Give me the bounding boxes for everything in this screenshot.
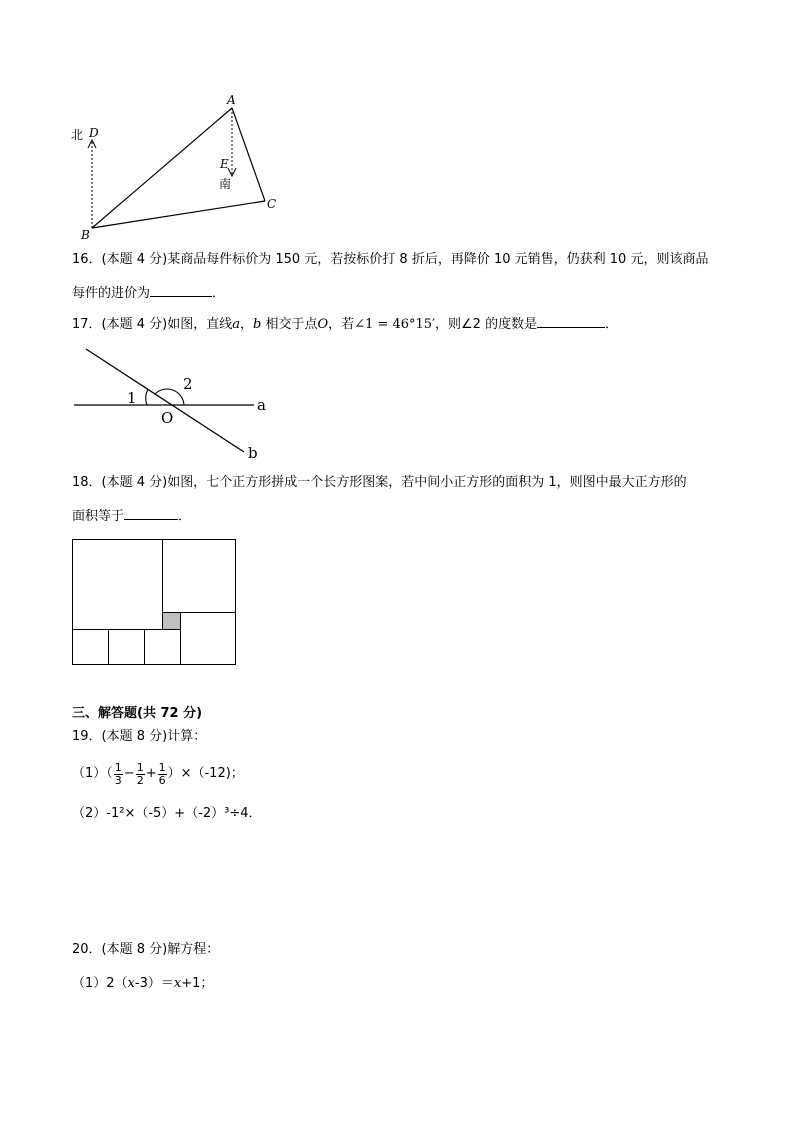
question-16 [72,252,708,268]
question-19-header: 19．(本题 8 分)计算： [72,729,207,744]
fraction-one-sixth [158,762,167,787]
question-17-period: ． [605,317,619,332]
question-17-text-if: ，若 [328,317,355,332]
question-16-text2: 每件的进价为 [72,286,151,301]
line-b [86,349,244,452]
label-point-o: O [161,409,174,427]
square-bottom-1 [73,630,109,665]
question-16-text: (本题 4 分)某商品每件标价为 150 元，若按标价打 8 折后，再降价 10 元销售，仍获利 10 元，则该商品 [101,252,709,267]
question-20-part1-pre: （1）2（ [72,976,128,991]
var-x-2: x [173,976,182,991]
label-line-a: a [257,396,266,414]
fraction-3-num: 1 [158,760,166,774]
var-b: b [253,317,262,332]
label-angle-2: 2 [183,375,193,393]
label-north: 北 [71,128,84,142]
segment-ac [232,108,265,201]
question-16-number: 16． [72,252,102,267]
var-x: x [127,976,135,991]
fraction-2-num: 1 [136,760,144,774]
square-bottom-2 [109,630,145,665]
question-17-number: 17． [72,317,102,332]
fraction-one-third [114,762,123,787]
op-plus: + [145,766,157,781]
question-20-part1 [72,976,213,992]
angle-1-arc [146,389,148,405]
label-point-c: C [267,197,277,211]
section-title: 三、解答题(共 72 分) [72,706,203,721]
fraction-2-den: 2 [136,773,144,787]
square-small-shaded [163,613,181,630]
question-17 [72,315,618,333]
question-19-part1 [72,757,244,791]
var-a: a [232,317,240,332]
label-point-e: E [220,157,229,171]
square-top-right [163,540,236,613]
outer-rectangle [73,540,236,665]
question-16-line2 [72,284,225,302]
fraction-1-num: 1 [114,760,122,774]
fraction-1-den: 3 [114,773,122,787]
question-16-answer-blank[interactable] [150,284,212,297]
question-18-text: (本题 4 分)如图，七个正方形拼成一个长方形图案，若中间小正方形的面积为 1，则图中最大正方形的 [101,475,687,490]
label-line-b: b [248,444,258,462]
label-angle-1: 1 [127,389,137,407]
question-17-answer-blank[interactable] [537,315,605,328]
question-18-line2 [72,507,191,525]
op-minus: − [123,766,135,781]
question-17-sep: ， [240,317,254,332]
question-18 [72,475,687,491]
question-16-period: ． [212,286,226,301]
label-point-b: B [81,228,90,242]
question-18-text2: 面积等于 [72,509,125,524]
question-18-period: ． [178,509,192,524]
label-point-d: D [89,126,99,140]
question-17-text-post: ，则∠2 的度数是 [435,317,538,332]
point-o: O [317,317,329,332]
question-19-part1-tail: ）×（-12)； [167,766,244,781]
question-17-text-pre: (本题 4 分)如图，直线 [101,317,233,332]
square-large-left [73,540,163,630]
square-bottom-3 [145,630,181,665]
angle-expression: ∠1 = 46°15′ [354,317,436,332]
intersecting-lines-figure [70,340,280,465]
square-bottom-right [181,613,236,665]
question-18-answer-blank[interactable] [124,507,178,520]
bearing-triangle-figure [60,90,290,245]
question-17-text-mid: 相交于点 [261,317,318,332]
fraction-3-den: 6 [158,773,166,787]
question-20-header: 20．(本题 8 分)解方程： [72,942,220,957]
label-south: 南 [219,177,232,191]
seven-squares-figure [71,538,238,667]
question-18-number: 18． [72,475,102,490]
question-20-part1-tail: +1； [181,976,214,991]
question-19-part1-label: （1）（ [72,766,113,781]
question-20-part1-mid: -3）＝ [134,976,174,991]
fraction-one-half [136,762,145,787]
label-point-a: A [227,93,236,107]
question-19-part2: （2）-1²×（-5）+（-2）³÷4． [72,806,262,821]
